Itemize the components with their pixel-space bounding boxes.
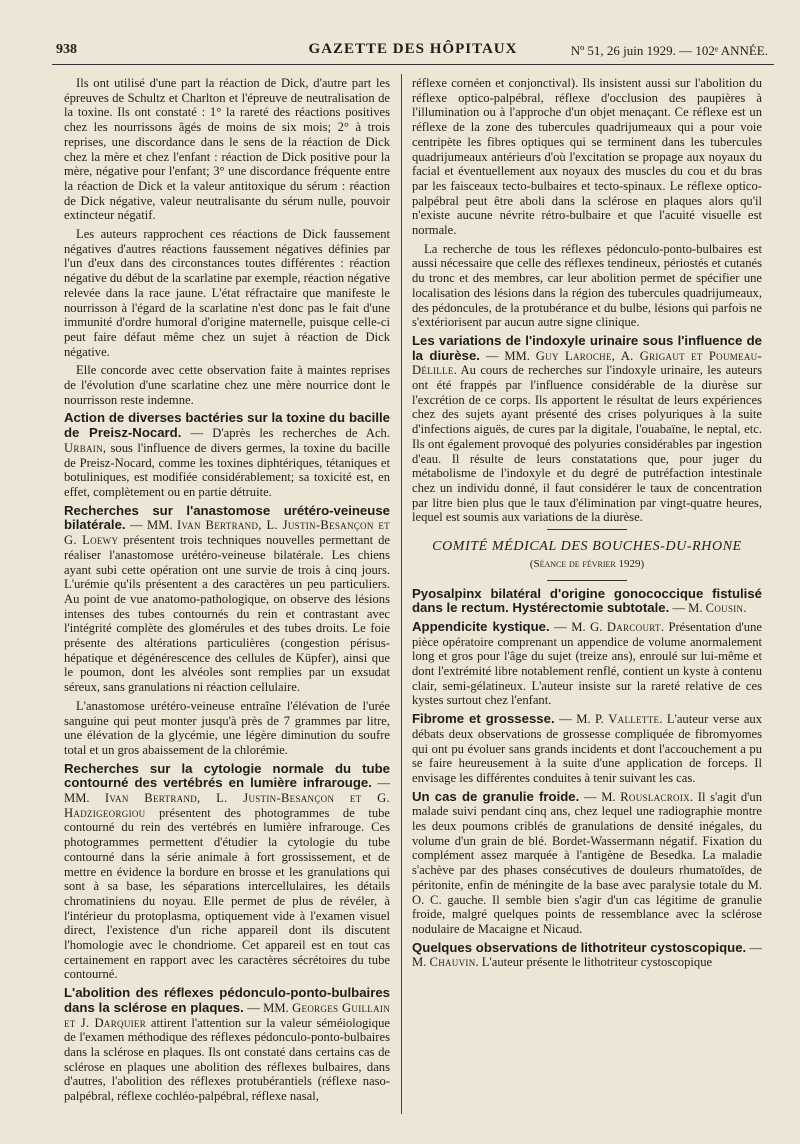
- report-title: Recherches sur l'anastomose urétéro-veineuse bilatérale.: [64, 502, 390, 533]
- report-title: Un cas de granulie froide.: [412, 788, 580, 804]
- report-authors: Georges Guillain et J. Darquier: [64, 1000, 390, 1030]
- report-anastomose: [64, 504, 390, 695]
- report-dash: — M.: [412, 940, 762, 970]
- paragraph: La recherche de tous les réflexes pédonculo-ponto-bulbaires est aussi nécessaire que celle des réflexes tendineux, périostés et cutanés du tronc et des membres, car leur abolition permet de spécifier une localisation des lésions dans la région des tubercules quadrijumeaux, des pédoncules, de la protubérance et du bulbe, lésions qui parfois ne s'extériorisent par aucun autre signe clinique.: [412, 241, 762, 330]
- report-authors: Vallette: [608, 712, 660, 727]
- report-title: Appendicite kystique.: [412, 618, 550, 634]
- report-body: présentent trois techniques nouvelles permettant de réaliser l'anastomose urétéro-veineuse bilatérale. Les chiens ayant subi cette opération ont une survie de trois à cinq jours. L'urémie qu'ils présentent a des caractères un peu particuliers. Au point de vue anatomo-pathologique, on observe des lésions intenses des tubes contournés du rein et contrastant avec l'intégrité complète des glomérules et des tubes droits. Le foie présente des altérations particulières (congestion périsus-hépatique et dégénérescence des cellules de Küpfer), ainsi que le poumon, dont les alvéoles sont remplies par un exsudat séreux, sans granulations ni réaction cellulaire.: [64, 533, 390, 695]
- report-title: Les variations de l'indoxyle urinaire sous l'influence de la diurèse.: [412, 332, 762, 363]
- report-preisz-nocard: [64, 411, 390, 499]
- report-title: Pyosalpinx bilatéral d'origine gonococcique fistulisé dans le rectum. Hystérectomie subtotale.: [412, 585, 762, 616]
- running-header: [52, 36, 774, 65]
- report-title: Quelques observations de lithotriteur cystoscopique.: [412, 939, 747, 955]
- report-body: . Au cours de recherches sur l'indoxyle urinaire, les auteurs ont été frappés par l'influence considérable de la diurèse sur l'excrétion de ce corps. Ils apportent le résultat de leurs expériences chez des sujets ayant présenté des crises polyuriques à la suite d'infections aiguës, de cures par la digitale, l'ouabaïne, le neptal, etc. Ils ont également provoqué des polyuries considérables par ingestion d'eau. Il résulte de leurs constatations que, pour juger du métabolisme de l'indoxyle et du degré de putréfaction intestinale chez un individu donné, il faut considérer le taux de concentration par litre bien plus que le taux d'élimination par vingt-quatre heures, lequel est soumis aux variations de la diurèse.: [412, 363, 762, 525]
- report-cytologie: [64, 762, 390, 983]
- page-number: 938: [56, 42, 77, 57]
- paragraph: réflexe cornéen et conjonctival). Ils insistent aussi sur l'abolition du réflexe optico-palpébral, réflexe d'occlusion des paupières à l'illumination ou à l'approche d'un objet menaçant. Ce réflexe est un réflexe de la zone des tubercules quadrijumeaux qui a pour voie centripète les fibres optiques qui se terminent dans les tubercules quadrijumeaux antérieurs d'où l'excitation se propage aux noyaux du facial et éventuellement aux noyaux des muscles du cou et du bras par les faisceaux tecto-bulbaires et tecto-spinaux. Le réflexe optico-palpébral peut être aboli dans la sclérose en plaques alors qu'il n'existe aucune névrite rétro-bulbaire et que l'acuité visuelle est normale.: [412, 76, 762, 238]
- report-dash: — D'après les recherches de Ach.: [181, 426, 390, 441]
- report-authors: Darcourt: [606, 619, 661, 634]
- paragraph: Ils ont utilisé d'une part la réaction de Dick, d'autre part les épreuves de Schultz et Charlton et l'épreuve de neutralisation de la toxine. Ils ont constaté : 1° la rareté des réactions positives chez les nourrissons âgés de moins de six mois; 2° à trois reprises, une discordance dans le sens de la réaction de Dick chez la mère et chez l'enfant : réaction de Dick positive pour la mère, négative pour l'enfant; 3° une discordance fréquente entre la réaction de Dick et la valeur antitoxique du sérum : réaction de Dick négative, valeur neutralisante du sérum nulle, pouvoir extincteur négatif.: [64, 76, 390, 223]
- section-rule: [547, 529, 627, 530]
- report-authors: Ivan Bertrand, L. Justin-Besançon et G. Hadzigeorgiou: [64, 791, 390, 820]
- journal-title: GAZETTE DES HÔPITAUX: [308, 41, 518, 57]
- report-dash: — MM.: [479, 348, 536, 363]
- column-divider: [401, 74, 402, 1114]
- section-title: COMITÉ MÉDICAL DES BOUCHES-DU-RHONE: [432, 539, 742, 555]
- report-title: Action de diverses bactéries sur la toxine du bacille de Preisz-Nocard.: [64, 410, 390, 441]
- report-body: . L'auteur verse aux débats deux observations de grossesse compliquée de fibromyomes qui ont pu évoluer sans grands incidents et dont l'accouchement a pu se faire heureusement à la suite d'une application de forceps. Il envisage les différentes conduites à tenir suivant les cas.: [412, 712, 763, 785]
- report-title: Recherches sur la cytologie normale du tube contourné des vertébrés en lumière infrarouge.: [64, 760, 390, 791]
- paragraph: Elle concorde avec cette observation faite à maintes reprises de l'évolution d'une scarlatine chez une mère nourrice dont le nourrisson reste indemne.: [64, 363, 390, 407]
- section-session: (Séance de février 1929): [529, 557, 645, 570]
- left-column: [64, 76, 390, 1108]
- report-lithotriteur: [412, 941, 762, 970]
- report-dash: — MM.: [125, 518, 178, 533]
- report-authors: Ivan Bertrand, L. Justin-Besançon et G. Loewy: [64, 518, 390, 548]
- report-dash: — MM.: [64, 776, 390, 806]
- report-body: . L'auteur présente le lithotriteur cystoscopique: [475, 955, 713, 970]
- report-title: L'abolition des réflexes pédonculo-ponto-bulbaires dans la sclérose en plaques.: [64, 985, 390, 1015]
- report-appendicite: [412, 620, 762, 708]
- report-body: , sous l'influence de divers germes, la toxine du bacille de Preisz-Nocard, comme les toxines diphtériques, tétaniques et botuliniques, est modifiée considérablement; sa toxicité est, en effet, complètement ou en partie détruite.: [64, 440, 390, 499]
- report-body: présentent des photogrammes de tube contourné du rein des vertébrés en lumière infrarouge. Ces photogrammes permettent d'étudier la cytologie du tube contourné dans la série animale à fort grossissement, et de mettre en évidence la bordure en brosse et les granulations qui sont à sa base, les séparations intercellulaires, les détails chromatiniens du noyau. Elle permet de plus de révéler, à l'intérieur du protoplasma, optiquement vide à l'examen visuel direct, l'existence d'un riche appareil dont ils discutent l'homologie avec le chondriome. Cet appareil est en tout cas certainement en rapport avec les caractères sécrétoires du tube contourné.: [64, 805, 390, 982]
- report-indoxyle: [412, 334, 762, 525]
- report-body: . Présentation d'une pièce opératoire comprenant un appendice de volume anormalement long et gros pour l'âge du sujet (treize ans), enroulé sur lui-même et dont l'extrémité libre notablement renflé, contient un kyste à contenu clair, semi-gélatineux. L'auteur insiste sur la rareté relative de ces kystes surtout chez l'enfant.: [412, 619, 762, 708]
- report-body: . Il s'agit d'un malade suivi pendant cinq ans, chez lequel une radiographie montre les deux poumons criblés de granulations de densité inégales, du volume d'un grain de blé. Bordet-Wassermann négatif. Fixation du complément assez marquée à l'antigène de Besedka. La maladie s'achève par des phases consécutives de douleurs rhumatoïdes, de péritonite, enfin de méningite de la base avec paralysie totale du M. O. C. gauche. Il semble bien s'agir d'un cas légitime de granulie froide, malgré quelques points de ressemblance avec la sclérose nodulaire de Macaigne et Nicaud.: [412, 789, 762, 936]
- report-fibrome: [412, 712, 762, 786]
- report-pyosalpinx: [412, 587, 762, 616]
- paragraph: L'anastomose urétéro-veineuse entraîne l'élévation de l'urée sanguine qui peut monter jusqu'à près de 7 grammes par litre, une élévation de la glycémie, une légère diminution du soufre total et un gros abaissement de la chlorémie.: [64, 698, 390, 757]
- section-rule: [547, 580, 627, 581]
- report-authors: Urbain: [64, 440, 103, 455]
- report-title: Fibrome et grossesse.: [412, 711, 555, 727]
- report-dash: — M. P.: [554, 712, 609, 727]
- report-authors: Rouslacroix: [620, 789, 690, 804]
- report-body: attirent l'attention sur la valeur séméiologique de l'examen méthodique des réflexes pédonculo-ponto-bulbaires dans la sclérose en plaques. Ils ont constaté dans certains cas de sclérose en plaques une abolition des réflexes bulbaires, dans d'autres, l'abolition des réflexes protubérantiels (réflexe naso-palpébral, réflexe cochléo-palpébral, réflexe nasal,: [64, 1015, 390, 1104]
- report-dash: — MM.: [243, 1000, 293, 1015]
- report-dash: — M. G.: [549, 619, 607, 634]
- issue-info: Nº 51, 26 juin 1929. — 102ᵉ ANNÉE.: [570, 43, 768, 58]
- right-column: [412, 76, 762, 974]
- report-dash: — M.: [579, 789, 621, 804]
- report-reflexes: [64, 986, 390, 1104]
- report-dash: — M.: [669, 601, 706, 616]
- report-authors: Chauvin: [429, 955, 476, 970]
- report-authors: Guy Laroche, A. Grigaut et Poumeau-Délille: [412, 348, 762, 378]
- report-authors: Cousin: [705, 601, 744, 616]
- report-end: .: [743, 601, 747, 616]
- report-granulie: [412, 790, 762, 937]
- paragraph: Les auteurs rapprochent ces réactions de Dick faussement négatives d'autres réactions faussement négatives définies par l'un d'eux dans des circonstances toutes différentes : réaction négative du début de la scarlatine par exemple, réaction négative relevée dans la race jaune. L'état réfractaire que manifeste le nourrisson à l'égard de la scarlatine n'est donc pas le fait d'une immunité d'ordre humoral d'origine maternelle, puisque celle-ci peut faire défaut même chez un sujet à réaction de Dick négative.: [64, 227, 390, 359]
